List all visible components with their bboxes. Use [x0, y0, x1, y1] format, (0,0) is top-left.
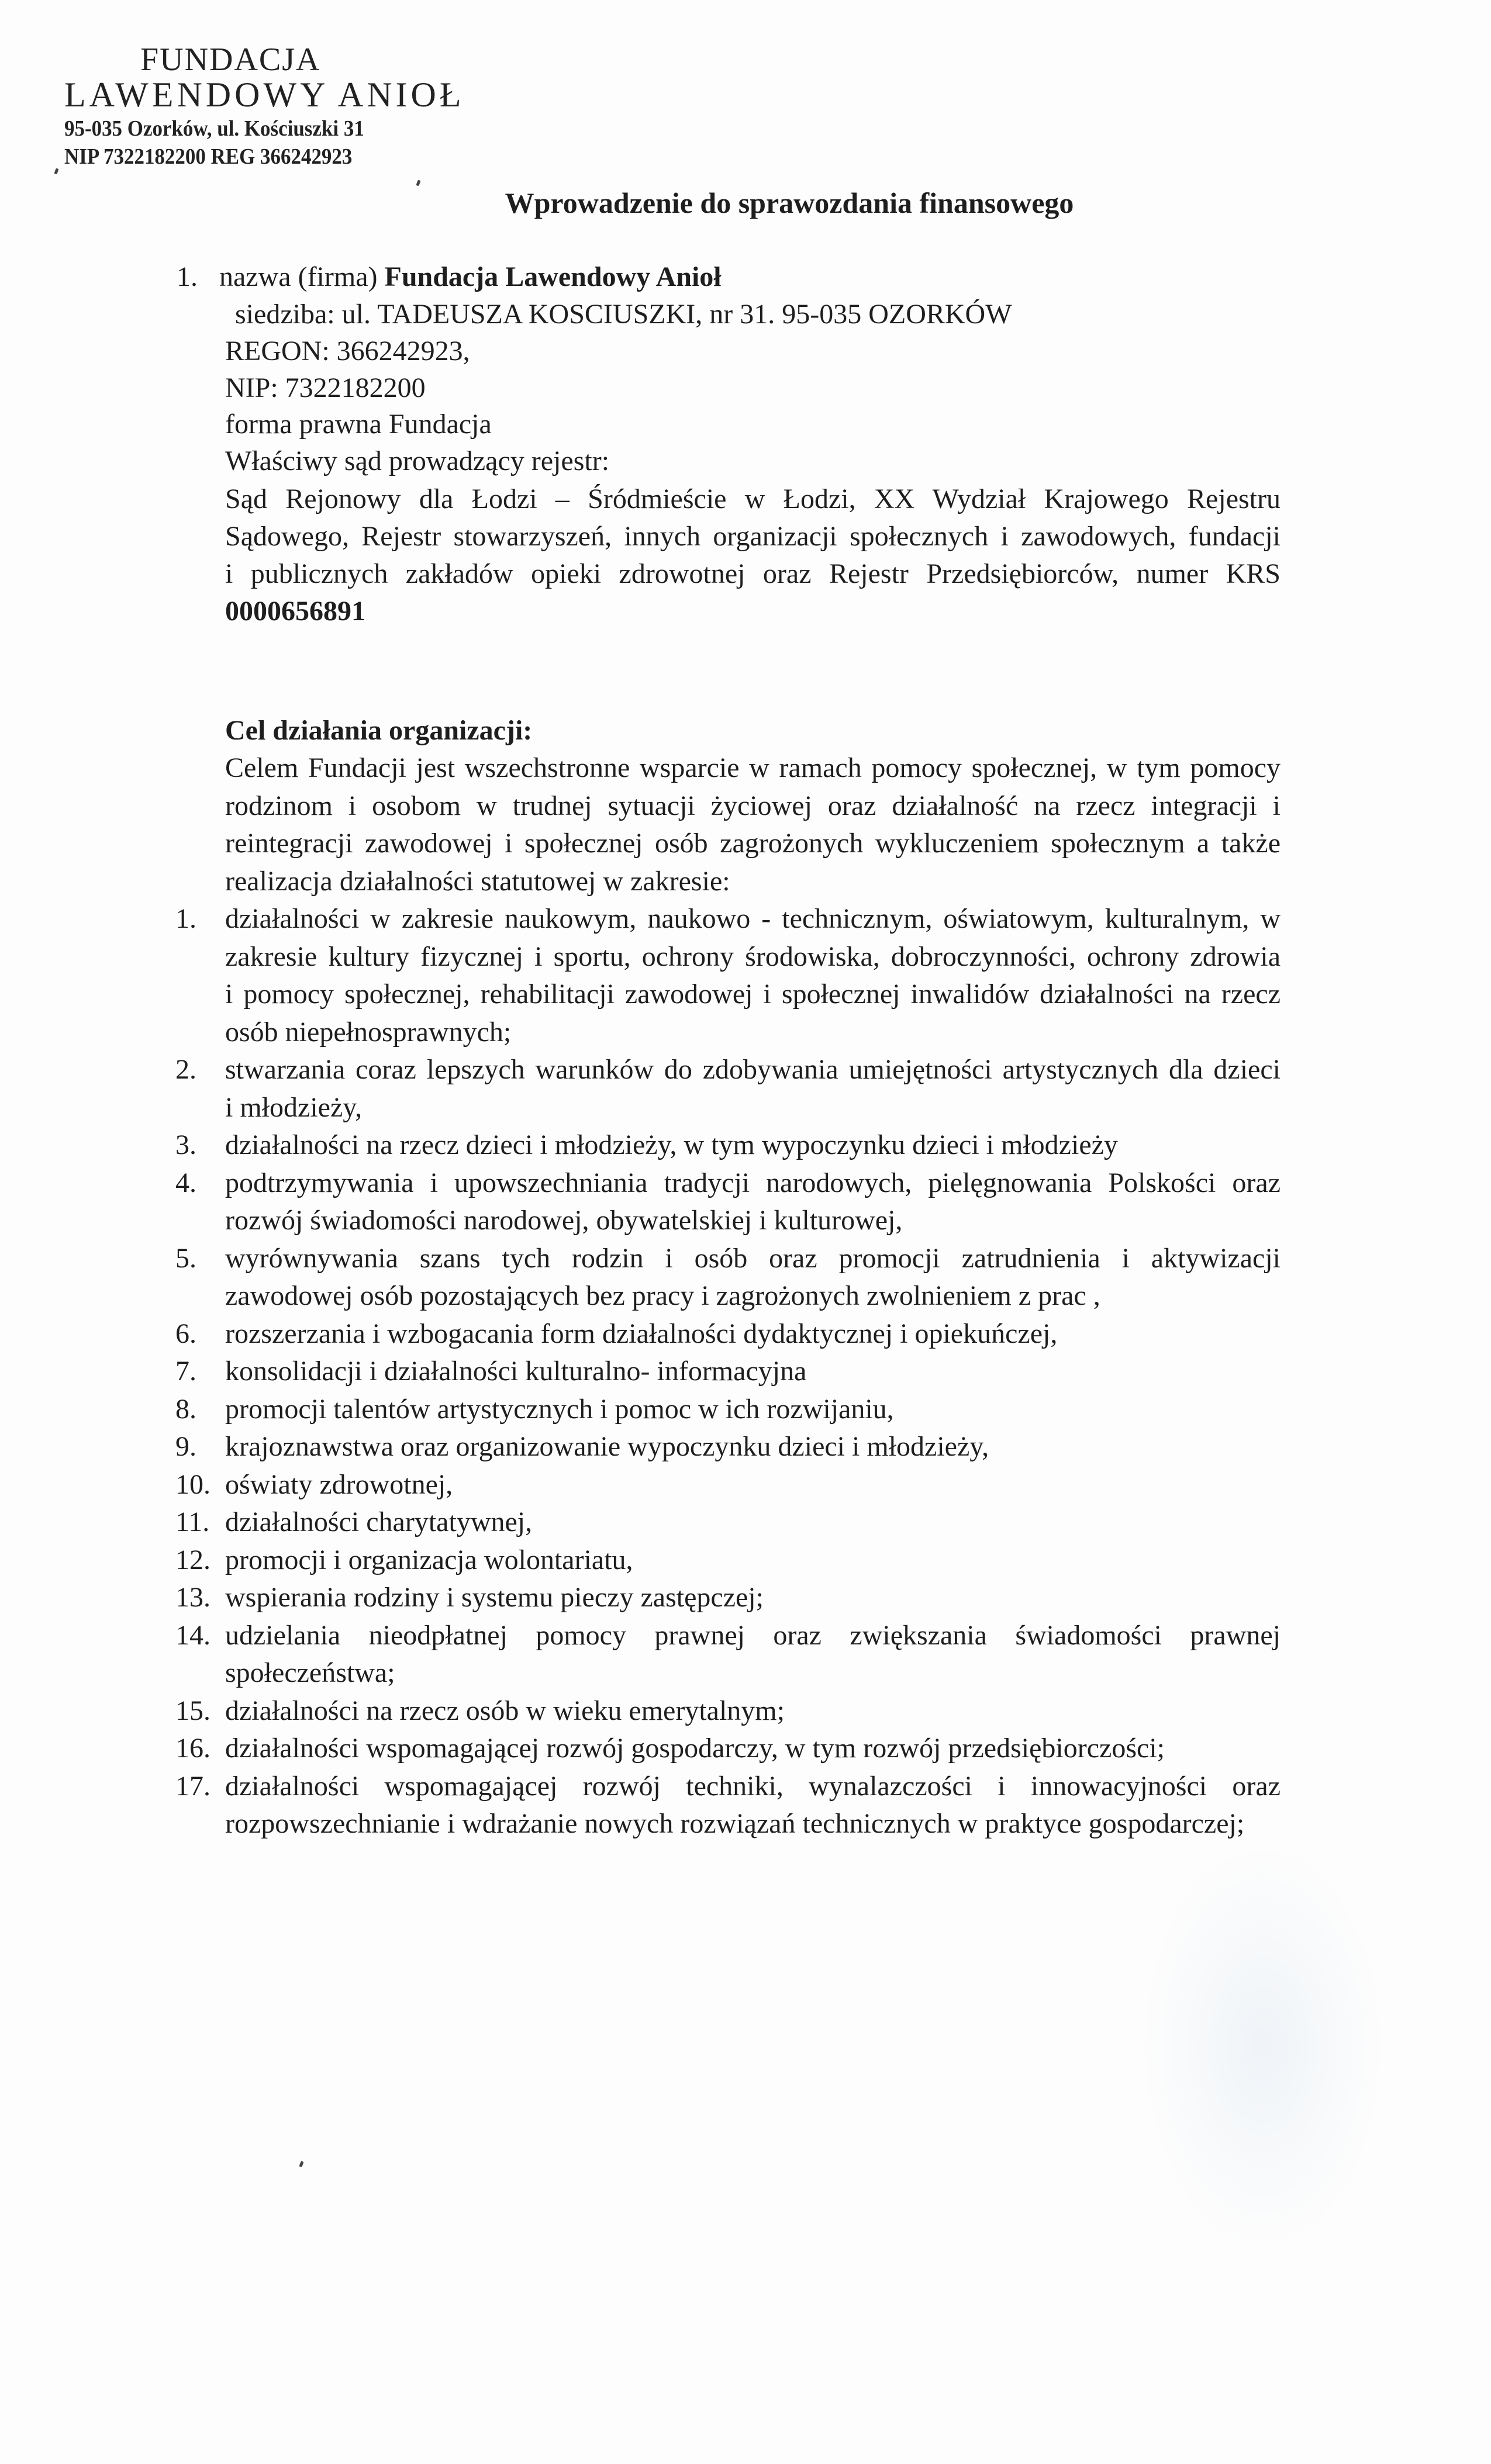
stamp-address: 95-035 Ozorków, ul. Kościuszki 31 — [64, 116, 364, 141]
document-title: Wprowadzenie do sprawozdania finansowego — [505, 186, 1074, 219]
court-line: Sąd Rejonowy dla Łodzi – Śródmieście w Łodzi, XX Wydział Krajowego Rejestru — [225, 483, 1281, 514]
list-item-text: podtrzymywania i upowszechniania tradycji narodowych, pielęgnowania Polskości oraz — [225, 1167, 1281, 1198]
list-item-number: 4. — [175, 1167, 196, 1198]
org-name-label: nazwa (firma) — [219, 261, 378, 292]
scan-speck — [54, 168, 58, 174]
section-number: 1. — [177, 261, 198, 292]
list-item-number: 11. — [175, 1506, 210, 1537]
list-item-number: 12. — [175, 1544, 210, 1575]
list-item-text: rozwój świadomości narodowej, obywatelskiej i kulturowej, — [225, 1205, 903, 1236]
scan-speck — [416, 179, 420, 186]
list-item-text: działalności wspomagającej rozwój techniki, wynalazczości i innowacyjności oraz — [225, 1770, 1281, 1802]
list-item-text: społeczeństwa; — [225, 1657, 395, 1688]
list-item-text: wspierania rodziny i systemu pieczy zastępczej; — [225, 1582, 764, 1613]
list-item-text: promocji talentów artystycznych i pomoc w ich rozwijaniu, — [225, 1393, 894, 1425]
list-item-number: 2. — [175, 1054, 196, 1085]
list-item-number: 9. — [175, 1431, 196, 1462]
list-item-text: i młodzieży, — [225, 1091, 363, 1123]
stamp-line-1: FUNDACJA — [140, 42, 321, 78]
list-item-text: konsolidacji i działalności kulturalno- informacyjna — [225, 1356, 807, 1387]
list-item-text: stwarzania coraz lepszych warunków do zdobywania umiejętności artystycznych dla dzieci — [225, 1054, 1281, 1085]
list-item-text: rozszerzania i wzbogacania form działalności dydaktycznej i opiekuńczej, — [225, 1318, 1058, 1349]
list-item-number: 10. — [175, 1468, 210, 1500]
list-item-text: wyrównywania szans tych rodzin i osób oraz promocji zatrudnienia i aktywizacji — [225, 1242, 1281, 1274]
list-item-text: działalności na rzecz dzieci i młodzieży, w tym wypoczynku dzieci i młodzieży — [225, 1129, 1118, 1160]
list-item-number: 13. — [175, 1582, 210, 1613]
stamp-line-2: LAWENDOWY ANIOŁ — [64, 75, 465, 114]
stamp-tax-ids: NIP 7322182200 REG 366242923 — [64, 144, 353, 169]
list-item-number: 17. — [175, 1770, 210, 1802]
goal-intro-line: Celem Fundacji jest wszechstronne wsparcie w ramach pomocy społecznej, w tym pomocy — [225, 752, 1281, 783]
list-item-number: 3. — [175, 1129, 196, 1160]
list-item-text: udzielania nieodpłatnej pomocy prawnej oraz zwiększania świadomości prawnej — [225, 1619, 1281, 1651]
list-item-number: 1. — [175, 903, 196, 934]
list-item-number: 8. — [175, 1393, 196, 1425]
list-item-text: osób niepełnosprawnych; — [225, 1016, 512, 1048]
court-line: Sądowego, Rejestr stowarzyszeń, innych organizacji społecznych i zawodowych, fundacji — [225, 521, 1281, 552]
org-name-value: Fundacja Lawendowy Anioł — [384, 261, 722, 292]
list-item-text: działalności wspomagającej rozwój gospodarczy, w tym rozwój przedsiębiorczości; — [225, 1733, 1165, 1764]
goal-heading: Cel działania organizacji: — [225, 715, 533, 746]
list-item-text: promocji i organizacja wolontariatu, — [225, 1544, 633, 1575]
goal-intro-line: reintegracji zawodowej i społecznej osób zagrożonych wykluczeniem społecznym a także — [225, 828, 1281, 859]
krs-number: 0000656891 — [225, 596, 365, 627]
org-regon: REGON: 366242923, — [225, 336, 470, 367]
court-label: Właściwy sąd prowadzący rejestr: — [225, 445, 610, 476]
list-item-number: 16. — [175, 1733, 210, 1764]
org-name-line — [219, 261, 722, 293]
list-item-number: 14. — [175, 1619, 210, 1651]
list-item-text: zawodowej osób pozostających bez pracy i zagrożonych zwolnieniem z prac , — [225, 1280, 1100, 1311]
scan-speck — [299, 2161, 303, 2167]
court-line: i publicznych zakładów opieki zdrowotnej oraz Rejestr Przedsiębiorców, numer KRS — [225, 558, 1281, 589]
list-item-text: zakresie kultury fizycznej i sportu, ochrony środowiska, dobroczynności, ochrony zdrowia — [225, 941, 1281, 972]
list-item-text: działalności charytatywnej, — [225, 1506, 533, 1537]
list-item-number: 5. — [175, 1242, 196, 1274]
goal-intro-line: realizacja działalności statutowej w zakresie: — [225, 865, 730, 897]
org-seat: siedziba: ul. TADEUSZA KOSCIUSZKI, nr 31. 95-035 OZORKÓW — [235, 299, 1012, 330]
list-item-text: oświaty zdrowotnej, — [225, 1468, 453, 1500]
list-item-number: 6. — [175, 1318, 196, 1349]
list-item-text: rozpowszechnianie i wdrażanie nowych rozwiązań technicznych w praktyce gospodarczej; — [225, 1808, 1245, 1839]
list-item-text: krajoznawstwa oraz organizowanie wypoczynku dzieci i młodzieży, — [225, 1431, 989, 1462]
goal-intro-line: rodzinom i osobom w trudnej sytuacji życiowej oraz działalność na rzecz integracji i — [225, 790, 1281, 821]
list-item-number: 15. — [175, 1695, 210, 1726]
org-nip: NIP: 7322182200 — [225, 372, 426, 403]
list-item-text: działalności w zakresie naukowym, naukowo - technicznym, oświatowym, kulturalnym, w — [225, 903, 1281, 934]
org-legal-form: forma prawna Fundacja — [225, 409, 492, 440]
list-item-text: i pomocy społecznej, rehabilitacji zawodowej i społecznej inwalidów działalności na rzecz — [225, 979, 1281, 1010]
scan-shadow — [1140, 1841, 1386, 2251]
list-item-text: działalności na rzecz osób w wieku emerytalnym; — [225, 1695, 785, 1726]
list-item-number: 7. — [175, 1356, 196, 1387]
